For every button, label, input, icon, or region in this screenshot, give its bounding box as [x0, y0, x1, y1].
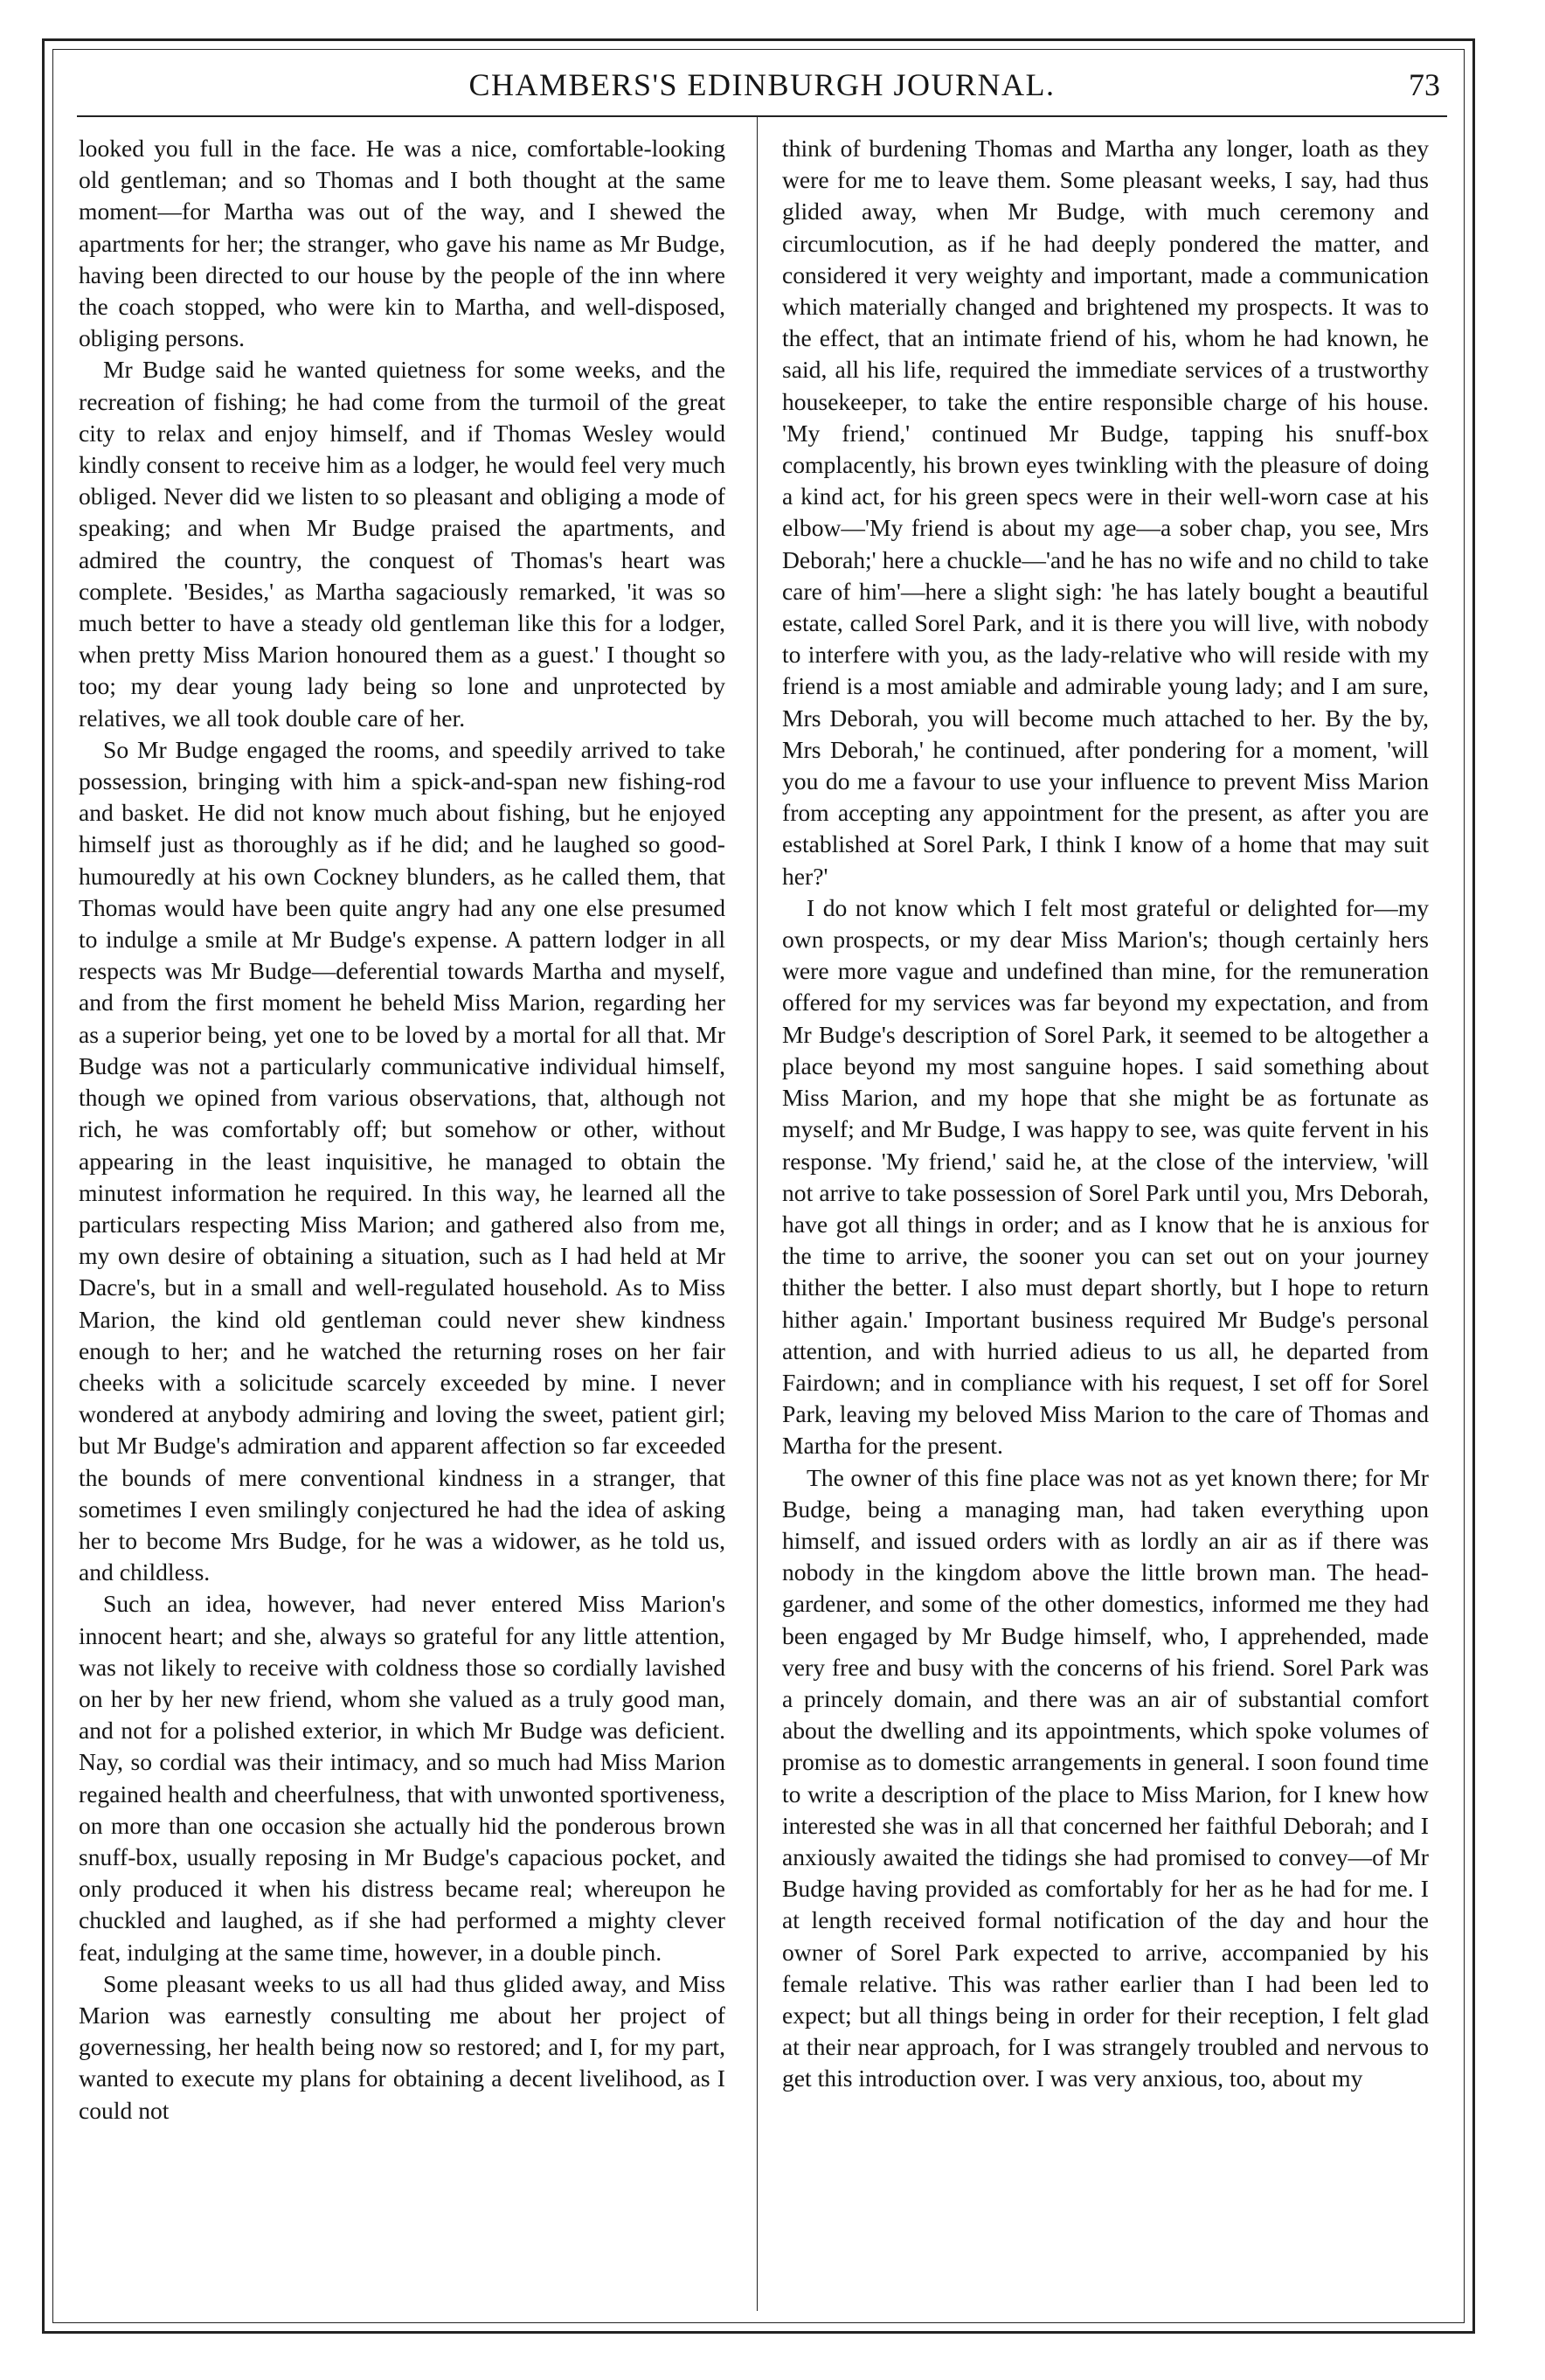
- paragraph: The owner of this fine place was not as yet known there; for Mr Budge, being a managing man, had taken everything upon himself, and issued orders with as lordly an air as if there was nobody in the kingdom above the little brown man. The head-gardener, and some of the other domestics, informed me they had been engaged by Mr Budge himself, who, I apprehended, made very free and busy with the concerns of his friend. Sorel Park was a princely domain, and there was an air of substantial comfort about the dwelling and its appointments, which spoke volumes of promise as to domestic arrangements in general. I soon found time to write a description of the place to Miss Marion, for I knew how interested she was in all that concerned her faithful Deborah; and I anxiously awaited the tidings she had promised to convey—of Mr Budge having provided as comfortably for her as he had for me. I at length received formal notification of the day and hour the owner of Sorel Park expected to arrive, accompanied by his female relative. This was rather earlier than I had been led to expect; but all things being in order for their reception, I felt glad at their near approach, for I was strangely troubled and nervous to get this introduction over. I was very anxious, too, about my: [782, 1463, 1429, 2092]
- journal-page: [42, 38, 1475, 2334]
- paragraph: looked you full in the face. He was a nice, comfortable-looking old gentleman; and so Thomas and I both thought at the same moment—for Martha was out of the way, and I shewed the apartments for her; the stranger, who gave his name as Mr Budge, having been directed to our house by the people of the inn where the coach stopped, who were kin to Martha, and well-disposed, obliging persons.: [79, 135, 725, 352]
- journal-title: CHAMBERS'S EDINBURGH JOURNAL.: [468, 67, 1056, 102]
- page-number: 73: [1409, 67, 1440, 102]
- left-column: [79, 133, 725, 2127]
- paragraph: think of burdening Thomas and Martha any longer, loath as they were for me to leave them. Some pleasant weeks, I say, had thus glided away, when Mr Budge, with much ceremony and circumlocution, as if he had deeply pondered the matter, and considered it very weighty and important, made a communication which materially changed and brightened my prospects. It was to the effect, that an intimate friend of his, whom he had known, he said, all his life, required the immediate services of a trustworthy housekeeper, to take the entire responsible charge of his house. 'My friend,' continued Mr Budge, tapping his snuff-box complacently, his brown eyes twinkling with the pleasure of doing a kind act, for his green specs were in their well-worn case at his elbow—'My friend is about my age—a sober chap, you see, Mrs Deborah;' here a chuckle—'and he has no wife and no child to take care of him'—here a slight sigh: 'he has lately bought a beautiful estate, called Sorel Park, and it is there you will live, with nobody to interfere with you, as the lady-relative who will reside with my friend is a most amiable and admirable young lady; and I am sure, Mrs Deborah, you will become much attached to her. By the by, Mrs Deborah,' he continued, after pondering for a moment, 'will you do me a favour to use your influence to prevent Miss Marion from accepting any appointment for the present, as after you are established at Sorel Park, I think I know of a home that may suit her?': [782, 135, 1429, 890]
- right-column: [782, 133, 1429, 2095]
- paragraph: Such an idea, however, had never entered Miss Marion's innocent heart; and she, always so grateful for any little attention, was not likely to receive with coldness those so cordially lavished on her by her new friend, whom she valued as a truly good man, and not for a polished exterior, in which Mr Budge was deficient. Nay, so cordial was their intimacy, and so much had Miss Marion regained health and cheerfulness, that with unwonted sportiveness, on more than one occasion she actually hid the ponderous brown snuff-box, usually reposing in Mr Budge's capacious pocket, and only produced it when his distress became real; whereupon he chuckled and laughed, as if she had performed a mighty clever feat, indulging at the same time, however, in a double pinch.: [79, 1590, 725, 1966]
- paragraph: Some pleasant weeks to us all had thus glided away, and Miss Marion was earnestly consulting me about her project of governessing, her health being now so restored; and I, for my part, wanted to execute my plans for obtaining a decent livelihood, as I could not: [79, 1969, 725, 2124]
- paragraph: Mr Budge said he wanted quietness for some weeks, and the recreation of fishing; he had come from the turmoil of the great city to relax and enjoy himself, and if Thomas Wesley would kindly consent to receive him as a lodger, he would feel very much obliged. Never did we listen to so pleasant and obliging a mode of speaking; and when Mr Budge praised the apartments, and admired the country, the conquest of Thomas's heart was complete. 'Besides,' as Martha sagaciously remarked, 'it was so much better to have a steady old gentleman like this for a lodger, when pretty Miss Marion honoured them as a guest.' I thought so too; my dear young lady being so lone and unprotected by relatives, we all took double care of her.: [79, 356, 725, 732]
- paragraph: I do not know which I felt most grateful or delighted for—my own prospects, or my dear Miss Marion's; though certainly hers were more vague and undefined than mine, for the remuneration offered for my services was far beyond my expectation, and from Mr Budge's description of Sorel Park, it seemed to be altogether a place beyond my most sanguine hopes. I said something about Miss Marion, and my hope that she might be as fortunate as myself; and Mr Budge, I was happy to see, was quite fervent in his response. 'My friend,' said he, at the close of the interview, 'will not arrive to take possession of Sorel Park until you, Mrs Deborah, have got all things in order; and as I know that he is anxious for the time to arrive, the sooner you can set out on your journey thither the better. I also must depart shortly, but I hope to return hither again.' Important business required Mr Budge's personal attention, and with hurried adieus to us all, he departed from Fairdown; and in compliance with his request, I set off for Sorel Park, leaving my beloved Miss Marion to the care of Thomas and Martha for the present.: [782, 893, 1429, 1460]
- paragraph: So Mr Budge engaged the rooms, and speedily arrived to take possession, bringing with him a spick-and-span new fishing-rod and basket. He did not know much about fishing, but he enjoyed himself just as thoroughly as if he did; and he laughed so good-humouredly at his own Cockney blunders, as he called them, that Thomas would have been quite angry had any one else presumed to indulge a smile at Mr Budge's expense. A pattern lodger in all respects was Mr Budge—deferential towards Martha and myself, and from the first moment he beheld Miss Marion, regarding her as a superior being, yet one to be loved by a mortal for all that. Mr Budge was not a particularly communicative individual himself, though we opined from various observations, that, although not rich, he was comfortably off; but somehow or other, without appearing in the least inquisitive, he managed to obtain the minutest information he required. In this way, he learned all the particulars respecting Miss Marion; and gathered also from me, my own desire of obtaining a situation, such as I had held at Mr Dacre's, but in a small and well-regulated household. As to Miss Marion, the kind old gentleman could never shew kindness enough to her; and he watched the returning roses on her fair cheeks with a solicitude scarcely exceeded by mine. I never wondered at anybody admiring and loving the sweet, patient girl; but Mr Budge's admiration and apparent affection so far exceeded the bounds of mere conventional kindness in a stranger, that sometimes I even smilingly conjectured he had the idea of asking her to become Mrs Budge, for he was a widower, as he told us, and childless.: [79, 735, 725, 1586]
- running-header: [77, 56, 1447, 117]
- column-divider: [757, 117, 758, 2311]
